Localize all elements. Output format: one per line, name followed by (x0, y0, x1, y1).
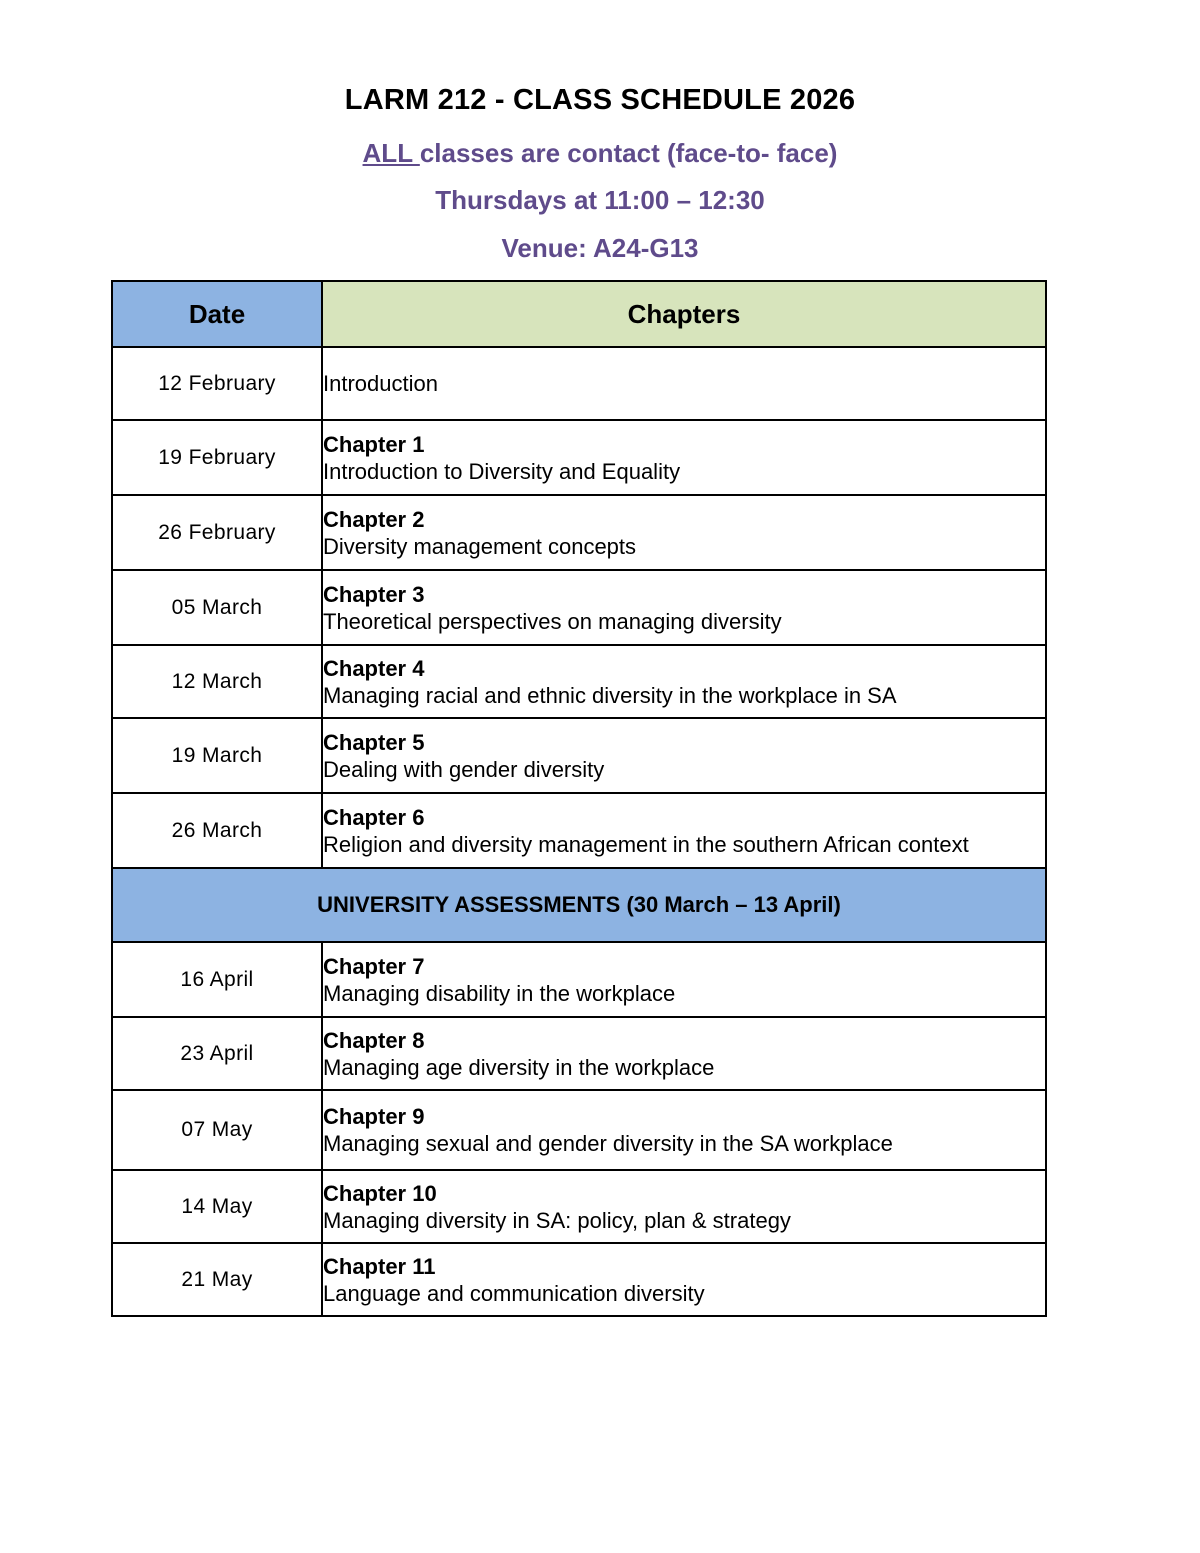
chapter-description: Managing racial and ethnic diversity in the workplace in SA (323, 682, 897, 708)
assessment-row (112, 868, 1046, 942)
row-chapter (322, 942, 1046, 1017)
row-chapter (322, 1170, 1046, 1243)
row-chapter (322, 1243, 1046, 1316)
table-row (112, 942, 1046, 1017)
row-chapter (322, 1090, 1046, 1170)
row-chapter (322, 793, 1046, 868)
table-row (112, 495, 1046, 570)
chapter-description: Language and communication diversity (323, 1280, 705, 1306)
chapters-column-header: Chapters (322, 281, 1046, 347)
row-chapter (322, 495, 1046, 570)
chapter-description: Introduction to Diversity and Equality (323, 458, 681, 484)
row-chapter (322, 718, 1046, 793)
row-date: 07 May (112, 1090, 322, 1170)
chapter-title: Chapter 7 (323, 953, 425, 979)
table-row (112, 1243, 1046, 1316)
row-date: 12 February (112, 347, 322, 420)
row-date: 05 March (112, 570, 322, 645)
chapter-title: Chapter 3 (323, 581, 425, 607)
contact-classes-text: classes are contact (face-to- face) (419, 138, 838, 168)
date-column-header: Date (112, 281, 322, 347)
schedule-title: LARM 212 - CLASS SCHEDULE 2026 (344, 84, 856, 116)
chapter-title: Chapter 10 (323, 1180, 437, 1206)
chapter-description: Dealing with gender diversity (323, 756, 605, 782)
table-row (112, 645, 1046, 718)
row-date: 21 May (112, 1243, 322, 1316)
chapter-title: Chapter 5 (323, 729, 425, 755)
table-row (112, 1090, 1046, 1170)
chapter-title: Chapter 9 (323, 1104, 425, 1129)
row-date: 26 March (112, 793, 322, 868)
table-header-row (112, 281, 1046, 347)
table-row (112, 347, 1046, 420)
table-row (112, 420, 1046, 495)
row-date: 23 April (112, 1017, 322, 1090)
chapter-title: Chapter 8 (323, 1027, 425, 1053)
university-assessments-banner: UNIVERSITY ASSESSMENTS (30 March – 13 April) (112, 868, 1046, 942)
contact-classes-note (0, 138, 1200, 169)
row-chapter (322, 420, 1046, 495)
table-row (112, 570, 1046, 645)
chapter-description: Managing disability in the workplace (323, 980, 676, 1006)
table-row (112, 1017, 1046, 1090)
row-date: 26 February (112, 495, 322, 570)
row-chapter (322, 570, 1046, 645)
chapter-description: Religion and diversity management in the southern African context (323, 831, 969, 857)
chapter-description: Introduction (323, 371, 438, 396)
class-time: Thursdays at 11:00 – 12:30 (435, 185, 765, 215)
row-date: 16 April (112, 942, 322, 1017)
row-date: 19 February (112, 420, 322, 495)
row-chapter (322, 645, 1046, 718)
chapter-title: Chapter 11 (323, 1253, 436, 1279)
all-emphasis: ALL (362, 138, 420, 168)
table-row (112, 718, 1046, 793)
chapter-title: Chapter 1 (323, 431, 425, 457)
chapter-title: Chapter 6 (323, 804, 425, 830)
chapter-description: Managing age diversity in the workplace (323, 1054, 715, 1080)
row-date: 14 May (112, 1170, 322, 1243)
row-chapter (322, 347, 1046, 420)
chapter-description: Managing sexual and gender diversity in the SA workplace (323, 1131, 893, 1156)
row-chapter (322, 1017, 1046, 1090)
table-row (112, 1170, 1046, 1243)
chapter-title: Chapter 2 (323, 506, 425, 532)
chapter-description: Managing diversity in SA: policy, plan & strategy (323, 1207, 791, 1233)
row-date: 12 March (112, 645, 322, 718)
chapter-description: Theoretical perspectives on managing diversity (323, 608, 782, 634)
class-venue: Venue: A24-G13 (501, 233, 699, 263)
chapter-title: Chapter 4 (323, 655, 425, 681)
table-row (112, 793, 1046, 868)
row-date: 19 March (112, 718, 322, 793)
schedule-table (111, 280, 1047, 1317)
chapter-description: Diversity management concepts (323, 533, 637, 559)
